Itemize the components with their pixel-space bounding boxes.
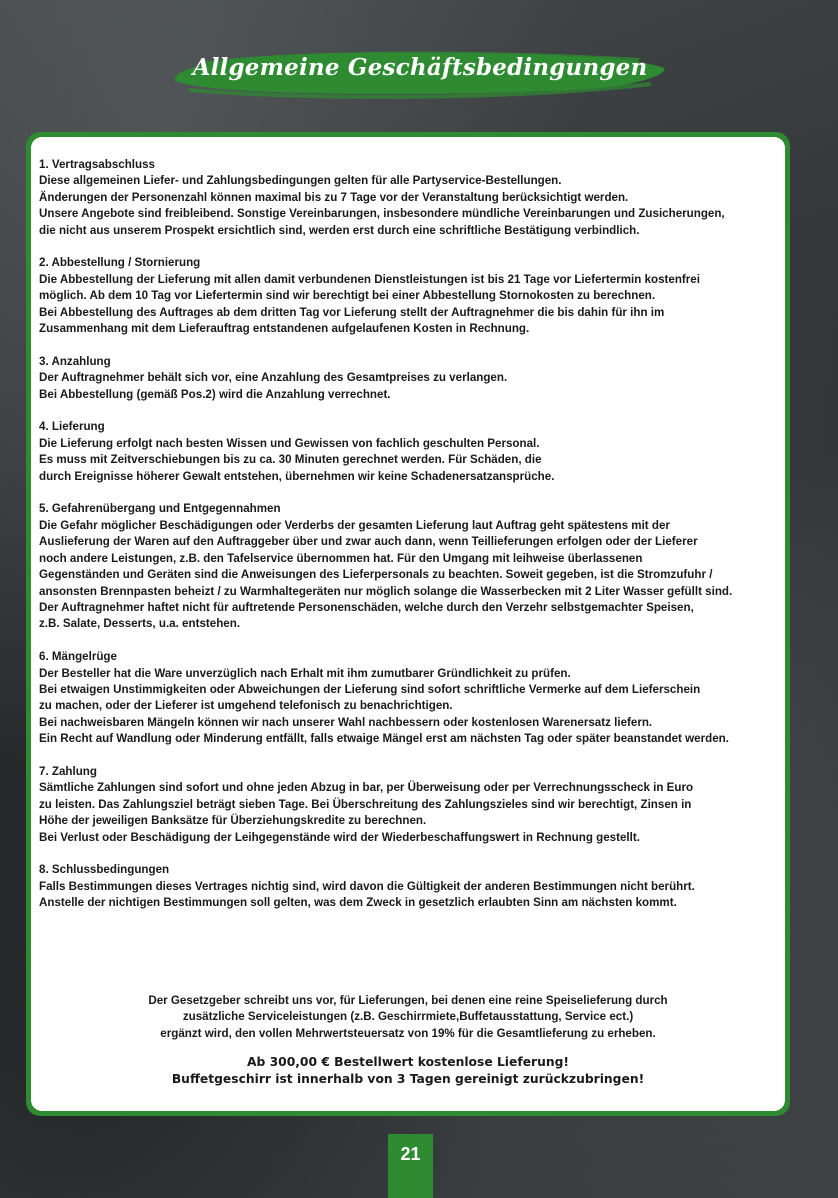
section-text-line: Bei Verlust oder Beschädigung der Leihgegenstände wird der Wiederbeschaffungswert in Rechnung gestellt.: [39, 830, 640, 844]
section-text-line: Diese allgemeinen Liefer- und Zahlungsbedingungen gelten für alle Partyservice-Bestellungen.: [39, 174, 562, 188]
section-title: 1. Vertragsabschluss: [39, 158, 155, 171]
terms-card-body: [31, 137, 785, 1111]
section-text-line: z.B. Salate, Desserts, u.a. entstehen.: [39, 617, 241, 631]
section-text-line: Die Gefahr möglicher Beschädigungen oder Verderbs der gesamten Lieferung laut Auftrag geht spätestens mit der: [39, 518, 670, 532]
section-text-line: zu leisten. Das Zahlungsziel beträgt sieben Tage. Bei Überschreitung des Zahlungszieles sind wir berechtigt, Zinsen in: [39, 797, 692, 811]
section-text-line: Bei nachweisbaren Mängeln können wir nach unserer Wahl nachbessern oder kostenlosen Warenersatz liefern.: [39, 715, 653, 729]
section-text-line: möglich. Ab dem 10 Tag vor Liefertermin sind wir berechtigt bei einer Abbestellung Stornokosten zu berechnen.: [39, 289, 656, 303]
vat-note: [31, 993, 785, 1042]
terms-section: [39, 501, 785, 632]
section-text-line: Falls Bestimmungen dieses Vertrages nichtig sind, wird davon die Gültigkeit der anderen Bestimmungen nicht berührt.: [39, 879, 695, 893]
section-text-line: Anstelle der nichtigen Bestimmungen soll gelten, was dem Zweck in gesetzlich erlaubten Sinn am nächsten kommt.: [39, 896, 677, 910]
section-title: 6. Mängelrüge: [39, 650, 117, 664]
section-text-line: Bei Abbestellung des Auftrages ab dem dritten Tag vor Lieferung stellt der Auftragnehmer die bis dahin für ihn im: [39, 305, 665, 319]
section-title: 4. Lieferung: [39, 420, 105, 434]
free-delivery-notice: Ab 300,00 € Bestellwert kostenlose Lieferung!: [246, 1055, 570, 1069]
section-text-line: noch andere Leistungen, z.B. den Tafelservice übernommen hat. Für den Umgang mit leihweise überlassenen: [39, 551, 643, 565]
section-text-line: Die Lieferung erfolgt nach besten Wissen und Gewissen von fachlich geschulten Personal.: [39, 436, 540, 450]
section-text-line: Zusammenhang mit dem Lieferauftrag entstandenen aufgelaufenen Kosten in Rechnung.: [39, 322, 530, 336]
section-text-line: Bei Abbestellung (gemäß Pos.2) wird die Anzahlung verrechnet.: [39, 387, 391, 401]
section-text-line: ansonsten Brennpasten beheizt / zu Warmhaltegeräten nur möglich solange die Wasserbecken mit 2 Liter Wasser gefüllt sind.: [39, 584, 733, 598]
page-number-tab: [388, 1134, 433, 1198]
section-text-line: Die Abbestellung der Lieferung mit allen damit verbundenen Dienstleistungen ist bis 21 Tage vor Liefertermin kostenfrei: [39, 272, 700, 286]
section-text-line: Unsere Angebote sind freibleibend. Sonstige Vereinbarungen, insbesondere mündliche Vereinbarungen und Zusicherungen,: [39, 207, 725, 221]
section-text-line: Auslieferung der Waren auf den Auftraggeber über und zwar auch dann, wenn Teillieferungen erfolgen oder der Lieferer: [39, 535, 698, 549]
terms-section: [39, 419, 785, 485]
section-text-line: zu machen, oder der Lieferer ist umgehend telefonisch zu benachrichtigen.: [39, 699, 453, 713]
page-title: Allgemeine Geschäftsbedingungen: [192, 54, 648, 81]
section-text-line: durch Ereignisse höherer Gewalt entstehen, übernehmen wir keine Schadenersatzansprüche.: [39, 469, 555, 483]
terms-sections: [39, 157, 785, 928]
section-text-line: Der Besteller hat die Ware unverzüglich nach Erhalt mit ihm zumutbarer Gründlichkeit zu prüfen.: [39, 666, 571, 680]
section-text-line: Bei etwaigen Unstimmigkeiten oder Abweichungen der Lieferung sind sofort schriftliche Vermerke auf dem Lieferschein: [39, 682, 701, 696]
section-title: 2. Abbestellung / Stornierung: [39, 256, 201, 270]
section-title: 3. Anzahlung: [39, 354, 111, 368]
section-title: 8. Schlussbedingungen: [39, 863, 170, 877]
section-text-line: Sämtliche Zahlungen sind sofort und ohne jeden Abzug in bar, per Überweisung oder per Verrechnungsscheck in Euro: [39, 781, 694, 795]
page-number: 21: [400, 1144, 421, 1164]
section-text-line: Es muss mit Zeitverschiebungen bis zu ca. 30 Minuten gerechnet werden. Für Schäden, die: [39, 453, 542, 467]
section-text-line: Der Auftragnehmer haftet nicht für auftretende Personenschäden, welche durch den Verzehr selbstgemachter Speisen,: [39, 600, 694, 614]
terms-card: [26, 132, 790, 1116]
section-text-line: Ein Recht auf Wandlung oder Minderung entfällt, falls etwaige Mängel erst am nächsten Tag oder später beanstandet werden.: [39, 732, 729, 746]
terms-section: [39, 764, 785, 846]
section-title: 7. Zahlung: [39, 764, 97, 778]
terms-section: [39, 862, 785, 911]
section-text-line: Der Auftragnehmer behält sich vor, eine Anzahlung des Gesamtpreises zu verlangen.: [39, 371, 508, 385]
terms-section: [39, 649, 785, 747]
section-text-line: Gegenständen und Geräten sind die Anweisungen des Lieferpersonals zu beachten. Soweit gegeben, ist die Stromzufuhr /: [39, 568, 713, 582]
terms-section: [39, 255, 785, 337]
promo-notice: [31, 1054, 785, 1088]
terms-section: [39, 157, 785, 239]
section-text-line: Höhe der jeweiligen Banksätze für Überziehungskredite zu berechnen.: [39, 814, 427, 828]
vat-note-line: ergänzt wird, den vollen Mehrwertsteuersatz von 19% für die Gesamtlieferung zu erheben.: [160, 1026, 656, 1040]
vat-note-line: zusätzliche Serviceleistungen (z.B. Geschirrmiete,Buffetausstattung, Service ect.): [182, 1010, 634, 1024]
section-title: 5. Gefahrenübergang und Entgegennahmen: [39, 502, 281, 516]
dishes-return-notice: Buffetgeschirr ist innerhalb von 3 Tagen gereinigt zurückzubringen!: [171, 1072, 645, 1086]
title-banner: [170, 44, 670, 100]
section-text-line: die nicht aus unserem Prospekt ersichtlich sind, werden erst durch eine schriftliche Bestätigung verbindlich.: [39, 223, 640, 237]
vat-note-line: Der Gesetzgeber schreibt uns vor, für Lieferungen, bei denen eine reine Speiselieferung durch: [148, 994, 668, 1007]
section-text-line: Änderungen der Personenzahl können maximal bis zu 7 Tage vor der Veranstaltung berücksichtigt werden.: [39, 190, 629, 204]
terms-section: [39, 354, 785, 403]
